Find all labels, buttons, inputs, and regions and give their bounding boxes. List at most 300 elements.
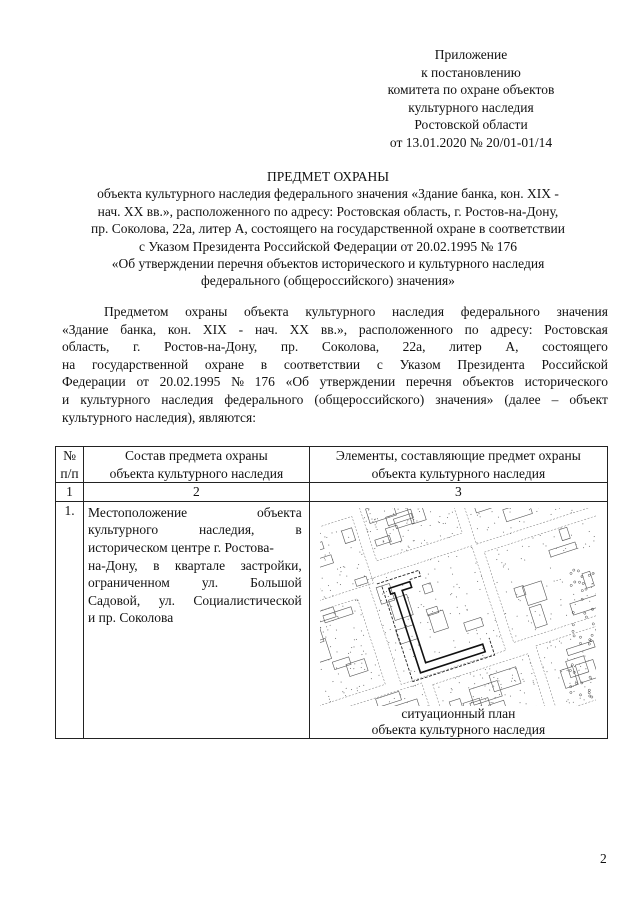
map-dot [473,696,474,697]
intro-word: состоящего [542,339,608,355]
map-dot [326,690,327,691]
description-word: квартале [174,557,226,573]
map-dot [590,600,591,601]
map-dot [516,635,517,636]
intro-word: на [62,356,76,372]
map-dot [547,647,548,648]
map-dot [375,664,376,665]
map-dot [421,525,422,526]
map-dot [430,559,431,560]
map-dot [491,702,492,703]
title-block [56,168,600,290]
map-dot [430,636,431,637]
map-dot [413,686,414,687]
map-dot [457,556,458,557]
map-dot [543,543,544,544]
map-dot [512,677,513,678]
map-dot [412,635,413,636]
map-dot [583,523,584,524]
map-dot [479,513,480,514]
map-dot [439,522,440,523]
map-dot [494,522,495,523]
map-dot [382,593,383,594]
map-dot [427,542,428,543]
map-dot [359,686,360,687]
map-dot [486,633,487,634]
map-dot [561,671,562,672]
map-dot [522,545,523,546]
map-dot [505,563,506,564]
map-dot [499,636,500,637]
map-dot [554,536,555,537]
map-dot [390,533,391,534]
map-dot [496,670,497,671]
map-dot [544,657,545,658]
map-dot [535,611,536,612]
map-dot [340,584,341,585]
map-dot [371,678,372,679]
map-tree [591,696,593,698]
map-dot [451,692,452,693]
map-dot [408,529,409,530]
title-line: «Об утверждении перечня объектов исторического и культурного наследия [111,256,545,272]
intro-word: в [260,356,268,372]
map-dot [557,580,558,581]
map-dot [405,698,406,699]
intro-line [62,303,608,321]
map-dot [517,594,518,595]
map-dot [567,670,568,671]
map-dot [454,640,455,641]
map-dot [498,516,499,517]
map-building [426,606,439,616]
map-dot [328,629,329,630]
intro-word: федерального [460,304,540,319]
map-dot [396,642,397,643]
map-dot [357,690,358,691]
intro-word: наследия [161,391,214,407]
intro-word: кон. [167,321,192,337]
map-dot [505,694,506,695]
map-dot [364,685,365,686]
map-dot [510,508,511,509]
map-tree [582,582,584,584]
map-dot [328,585,329,586]
intro-word: (общероссийского) [314,391,425,407]
map-dot [452,533,453,534]
map-dot [561,604,562,605]
map-dot [571,534,572,535]
map-dot [480,589,481,590]
map-building [489,667,521,692]
map-dot [394,658,395,659]
intro-word: XX [289,321,310,337]
map-dot [340,574,341,575]
map-dot [487,672,488,673]
map-dot [390,629,391,630]
map-dot [450,594,451,595]
map-dot [465,605,466,606]
map-dot [332,532,333,533]
description-word: застройки, [240,557,302,573]
map-tree [572,663,574,665]
map-dot [432,611,433,612]
map-dot [428,573,429,574]
map-dot [354,639,355,640]
map-dot [469,687,470,688]
document-subtitle [56,185,600,289]
map-dot [574,599,575,600]
map-dot [330,590,331,591]
title-line: объекта культурного наследия федерального значения «Здание банка, кон. XIX - [97,186,559,202]
map-dot [520,702,521,703]
map-dot [428,622,429,623]
map-dot [459,587,460,588]
map-dot [348,653,349,654]
map-dot [426,577,427,578]
map-tree [580,642,582,644]
map-dot [493,685,494,686]
map-building [406,508,426,524]
row-elements [309,501,607,738]
map-dot [440,516,441,517]
map-dot [499,680,500,681]
map-dot [413,656,414,657]
map-dot [594,540,595,541]
map-dot [467,593,468,594]
map-block [536,612,596,706]
map-dot [508,568,509,569]
map-dot [420,591,421,592]
map-dot [524,692,525,693]
map-dot [343,691,344,692]
intro-word: государственной [91,356,189,372]
map-dot [551,613,552,614]
appendix-line: комитета по охране объектов [387,82,555,98]
map-block [368,546,507,685]
map-caption: ситуационный план объекта культурного наследия [371,705,546,737]
map-dot [450,613,451,614]
map-tree [579,581,581,583]
map-dot [363,635,364,636]
description-word: ул. [158,592,175,608]
map-tree [591,634,593,636]
map-dot [482,648,483,649]
map-dot [329,544,330,545]
map-dot [325,554,326,555]
intro-word: федерального [224,391,304,407]
description-word: наследия, [199,522,255,538]
description-line [88,521,302,539]
map-dot [510,695,511,696]
page-number: 2 [600,851,607,866]
map-tree [573,569,575,571]
map-dot [350,668,351,669]
map-dot [488,613,489,614]
appendix-line: к постановлению [421,64,521,80]
table-header-row [56,447,608,483]
map-dot [495,620,496,621]
map-dot [476,562,477,563]
intro-word: пр. [280,339,299,355]
map-dot [329,698,330,699]
table-row [56,501,608,738]
intro-word: Президента [457,356,525,372]
map-dot [370,531,371,532]
intro-word: Предметом [104,304,169,319]
map-dot [566,615,567,616]
numbering-cell: 3 [309,483,607,502]
map-dot [449,537,450,538]
map-dot [356,600,357,601]
map-dot [438,581,439,582]
map-dot [385,632,386,633]
map-dot [375,524,376,525]
intro-word: объект [569,391,608,407]
intro-word: охраны [185,304,228,319]
map-dot [521,673,522,674]
title-line: нач. XX вв.», расположенного по адресу: Ростовская область, г. Ростов-на-Дону, [97,203,559,219]
map-tree [573,635,575,637]
map-tree [585,588,587,590]
intro-word: Ростов-на-Дону, [164,339,258,355]
map-dot [402,549,403,550]
intro-word: культурного [80,391,151,407]
appendix-line: культурного наследия [408,99,534,115]
map-dot [447,517,448,518]
description-line [88,557,302,575]
map-dot [452,689,453,690]
map-dot [421,604,422,605]
intro-word: Указом [399,356,441,372]
map-dot [580,697,581,698]
map-building [323,607,353,623]
map-dot [361,630,362,631]
map-dot [533,680,534,681]
map-dot [451,688,452,689]
description-word: ул. [201,575,219,591]
map-dot [554,580,555,581]
map-dot [347,575,348,576]
map-dot [476,629,477,630]
map-building [559,527,570,540]
map-dot [321,669,322,670]
map-building [333,657,352,670]
map-dot [455,647,456,648]
map-dot [337,651,338,652]
numbering-cell: 2 [84,483,310,502]
map-dot [337,582,338,583]
intro-word: объектов [462,374,514,390]
map-dot [470,673,471,674]
map-tree [586,616,588,618]
appendix-line: от 13.01.2020 № 20/01-01/14 [389,134,553,150]
map-dot [567,700,568,701]
map-dot [504,564,505,565]
description-word: ограниченном [88,575,170,591]
map-dot [490,668,491,669]
map-dot [440,535,441,536]
map-dot [497,582,498,583]
map-dot [326,636,327,637]
map-dot [409,547,410,548]
map-dot [528,620,529,621]
map-dot [529,546,530,547]
map-dot [529,509,530,510]
description-word: Социалистической [193,592,302,608]
intro-word: адресу: [490,321,533,337]
map-building [320,541,324,555]
intro-word: с [376,356,383,372]
map-dot [372,518,373,519]
map-dot [436,598,437,599]
map-dot [335,638,336,639]
intro-word: по [464,321,479,337]
map-dot [483,655,484,656]
map-dot [394,698,395,699]
map-tree [580,694,582,696]
map-dot [585,655,586,656]
map-block [320,683,443,706]
map-dot [366,520,367,521]
map-dot [589,531,590,532]
map-dot [524,521,525,522]
map-dot [354,646,355,647]
map-dot [517,615,518,616]
description-word: Большой [250,575,302,591]
map-tree [572,630,574,632]
map-dot [362,554,363,555]
map-dot [408,618,409,619]
map-dot [361,645,362,646]
map-dot [584,699,585,700]
map-dot [533,682,534,683]
map-tree [573,623,575,625]
map-dot [422,694,423,695]
row-number: 1. [56,501,84,738]
map-dot [520,600,521,601]
map-tree [589,574,591,576]
intro-word: расположенного [358,321,453,337]
map-dot [430,511,431,512]
intro-word: Ростовская [544,321,608,337]
map-dot [572,510,573,511]
map-dot [459,613,460,614]
intro-word: Соколова, [321,339,380,355]
map-dot [435,568,436,569]
map-dot [322,577,323,578]
map-dot [526,703,527,704]
map-dot [585,543,586,544]
map-dot [471,547,472,548]
map-dot [449,513,450,514]
map-dot [418,508,419,509]
map-dot [452,593,453,594]
header-cell-number: № п/п [56,447,84,483]
header-cell-elements: Элементы, составляющие предмет охраны объекта культурного наследия [309,447,607,483]
map-building [320,622,324,648]
map-dot [439,686,440,687]
map-tree [578,570,580,572]
map-dot [596,593,597,594]
intro-line [62,338,608,356]
map-tree [570,669,572,671]
map-dot [482,677,483,678]
map-dot [471,514,472,515]
map-dot [559,677,560,678]
map-dot [551,514,552,515]
intro-word: объекта [243,304,289,319]
map-dot [488,527,489,528]
map-dot [353,583,354,584]
appendix-header [346,46,596,152]
intro-word: г. [133,339,141,355]
map-tree [582,589,584,591]
intro-word: Федерации [62,374,126,390]
map-building [464,617,484,631]
intro-word: и [62,391,70,407]
map-dot [336,531,337,532]
map-dot [480,638,481,639]
map-dot [573,701,574,702]
map-building [470,680,503,705]
map-dot [547,585,548,586]
map-dot [474,675,475,676]
intro-word: XIX [202,321,227,337]
map-dot [578,548,579,549]
protection-table [55,446,608,739]
map-dot [502,562,503,563]
map-dot [477,542,478,543]
map-building [503,508,533,522]
map-dot [569,702,570,703]
map-dot [373,578,374,579]
title-line: федерального (общероссийского) значения» [201,273,455,289]
map-building [423,583,434,594]
map-dot [487,529,488,530]
map-layer [320,508,596,706]
map-dot [448,556,449,557]
map-dot [475,572,476,573]
map-dot [439,652,440,653]
map-dot [419,511,420,512]
map-dot [334,613,335,614]
intro-word: 22а, [402,339,426,355]
map-dot [364,669,365,670]
map-dot [371,672,372,673]
intro-word: охране [204,356,245,372]
intro-word: исторического [524,374,608,390]
map-dot [358,564,359,565]
map-dot [477,514,478,515]
map-tree [580,636,582,638]
map-dot [325,559,326,560]
intro-word: значения [556,304,608,319]
map-dot [556,509,557,510]
map-dot [343,566,344,567]
map-dot [370,513,371,514]
map-dot [570,639,571,640]
map-dot [403,536,404,537]
table-numbering-row [56,483,608,502]
map-dot [568,699,569,700]
map-dot [356,639,357,640]
map-tree [589,689,591,691]
map-dot [575,604,576,605]
map-dot [327,537,328,538]
map-dot [503,566,504,567]
map-dot [454,586,455,587]
